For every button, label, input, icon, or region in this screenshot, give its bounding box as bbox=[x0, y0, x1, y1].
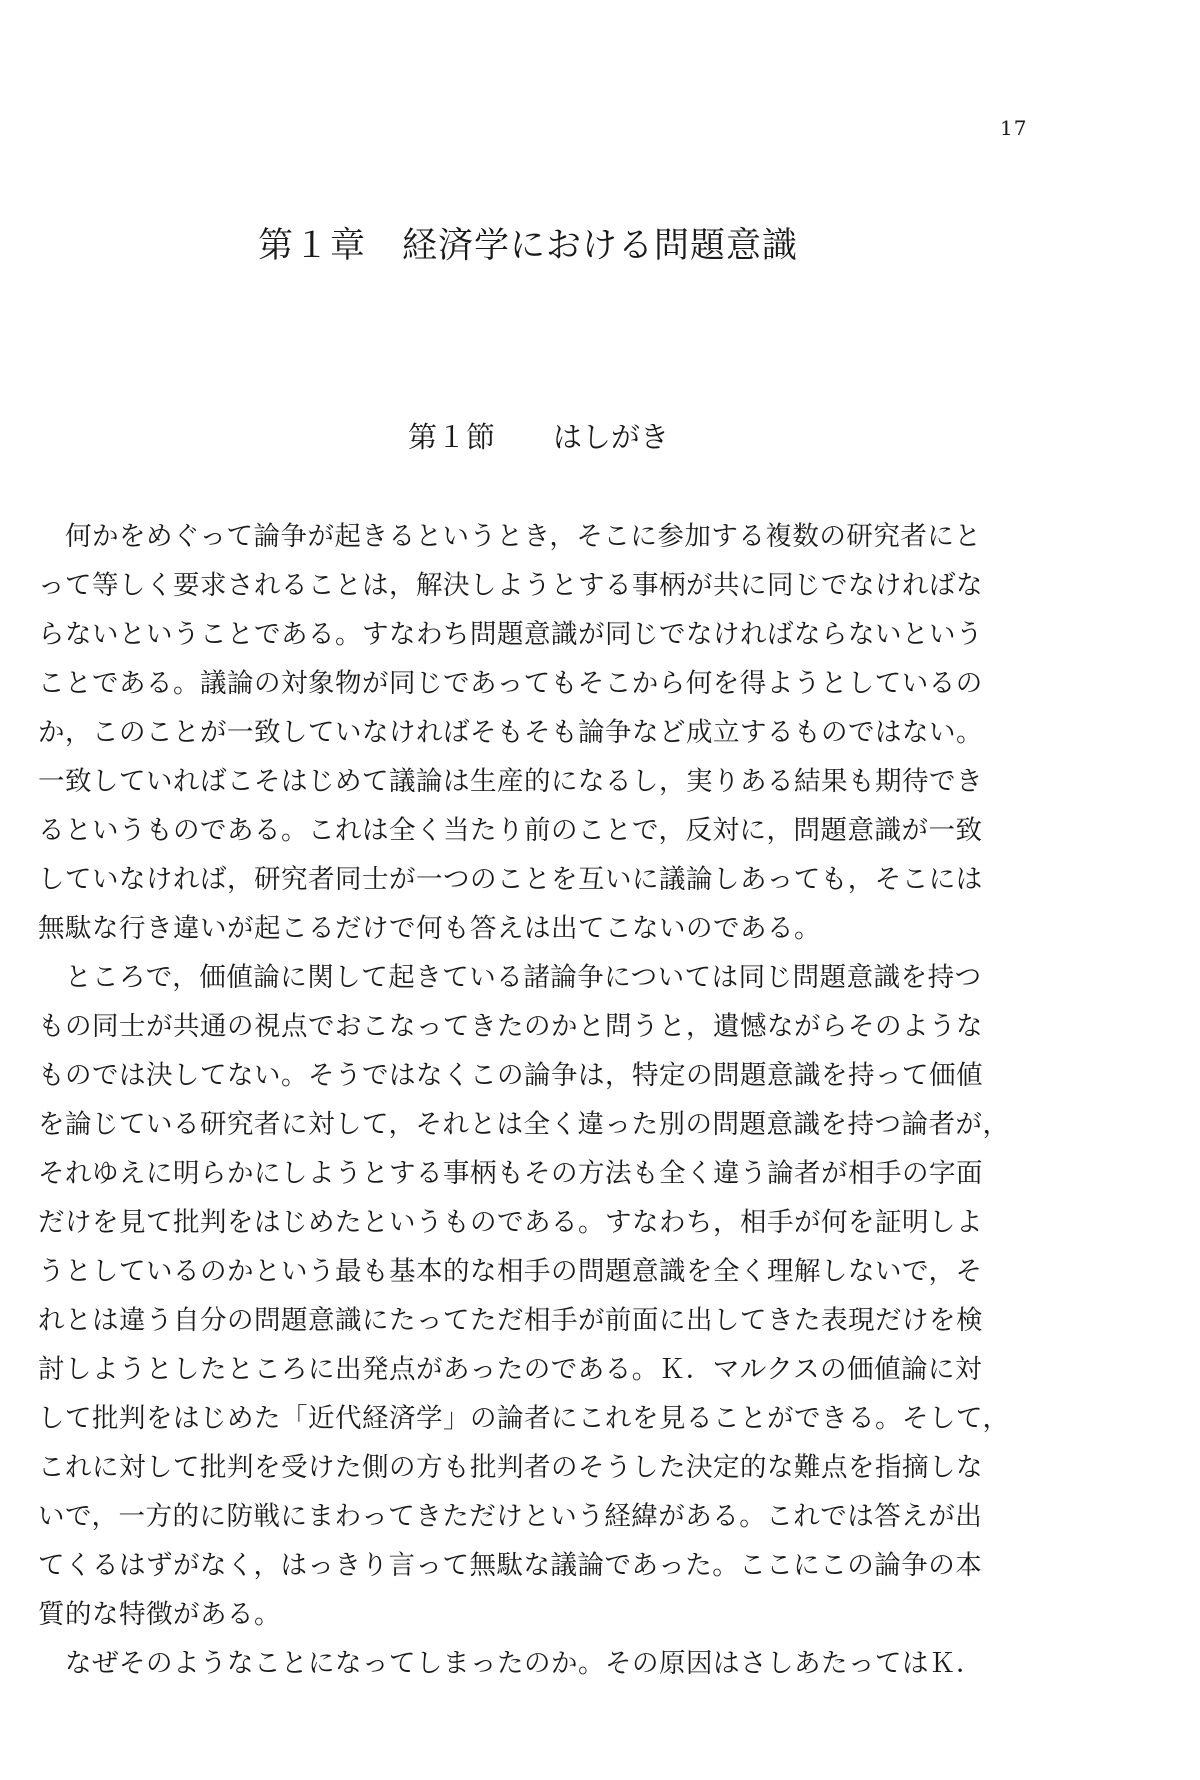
text-line: 質的な特徴がある。 bbox=[38, 1599, 281, 1630]
text-line: うとしているのかという最も基本的な相手の問題意識を全く理解しないで，そ bbox=[38, 1256, 983, 1287]
text-line: か，このことが一致していなければそもそも論争など成立するものではない。 bbox=[38, 717, 983, 748]
text-line: なぜそのようなことになってしまったのか。その原因はさしあたってはＫ． bbox=[38, 1648, 983, 1679]
body-text bbox=[38, 512, 1058, 1688]
text-line: 討しようとしたところに出発点があったのである。Ｋ．マルクスの価値論に対 bbox=[38, 1354, 982, 1385]
text-line: ものでは決してない。そうではなくこの論争は，特定の問題意識を持って価値 bbox=[38, 1060, 983, 1091]
text-line: 一致していればこそはじめて議論は生産的になるし，実りある結果も期待でき bbox=[38, 766, 983, 797]
chapter-title: 第１章 経済学における問題意識 bbox=[258, 226, 799, 266]
page-number: 17 bbox=[1000, 116, 1028, 140]
text-line: いで，一方的に防戦にまわってきただけという経緯がある。これでは答えが出 bbox=[38, 1501, 983, 1532]
text-line: それゆえに明らかにしようとする事柄もその方法も全く違う論者が相手の字面 bbox=[38, 1158, 983, 1189]
text-line: これに対して批判を受けた側の方も批判者のそうした決定的な難点を指摘しな bbox=[38, 1452, 983, 1483]
text-line: だけを見て批判をはじめたというものである。すなわち，相手が何を証明しよ bbox=[38, 1207, 983, 1238]
text-line: るというものである。これは全く当たり前のことで，反対に，問題意識が一致 bbox=[38, 815, 983, 846]
text-line: 何かをめぐって論争が起きるというとき，そこに参加する複数の研究者にと bbox=[38, 521, 982, 552]
text-line: れとは違う自分の問題意識にたってただ相手が前面に出してきた表現だけを検 bbox=[38, 1305, 983, 1336]
text-line: ところで，価値論に関して起きている諸論争については同じ問題意識を持つ bbox=[38, 962, 982, 993]
text-line: を論じている研究者に対して，それとは全く違った別の問題意識を持つ論者が， bbox=[38, 1109, 1010, 1140]
text-line: 無駄な行き違いが起こるだけで何も答えは出てこないのである。 bbox=[38, 913, 821, 944]
text-line: ことである。議論の対象物が同じであってもそこから何を得ようとしているの bbox=[38, 668, 983, 699]
text-line: らないということである。すなわち問題意識が同じでなければならないという bbox=[38, 619, 983, 650]
text-line: てくるはずがなく，はっきり言って無駄な議論であった。ここにこの論争の本 bbox=[38, 1550, 983, 1581]
section-title: 第１節 はしがき bbox=[408, 420, 670, 454]
text-line: もの同士が共通の視点でおこなってきたのかと問うと，遺憾ながらそのような bbox=[38, 1011, 983, 1042]
text-line: して批判をはじめた「近代経済学」の論者にこれを見ることができる。そして， bbox=[38, 1403, 1010, 1434]
text-line: していなければ，研究者同士が一つのことを互いに議論しあっても，そこには bbox=[38, 864, 983, 895]
text-line: って等しく要求されることは，解決しようとする事柄が共に同じでなければな bbox=[38, 570, 983, 601]
